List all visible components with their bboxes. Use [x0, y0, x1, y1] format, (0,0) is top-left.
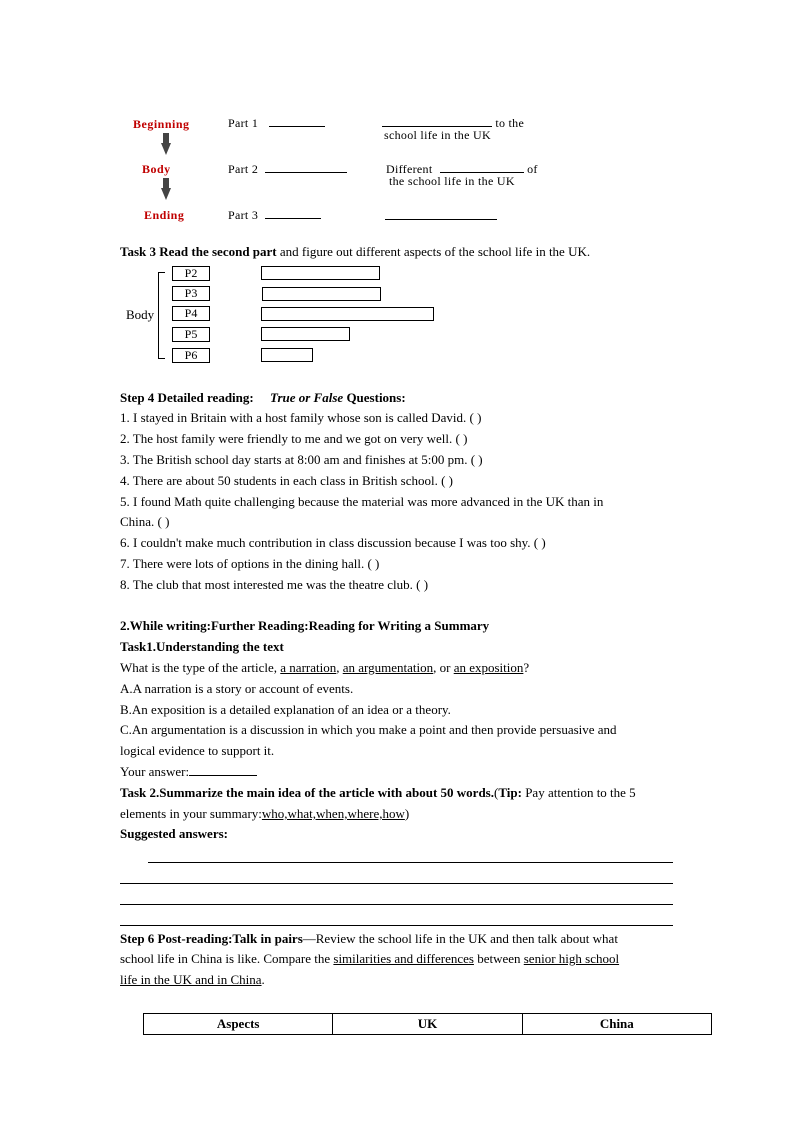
tf-question-2: 2. The host family were friendly to me and we got on very well. ( ) — [120, 431, 468, 446]
task3-bracket — [158, 272, 165, 359]
task3-body-label: Body — [126, 307, 155, 322]
option-exposition: an exposition — [453, 660, 524, 675]
article-type-question: What is the type of the article, a narration, an argumentation, or an exposition? — [120, 660, 530, 675]
part3-row — [228, 208, 321, 223]
definition-c: C.An argumentation is a discussion in which you make a point and then provide persuasive and — [120, 722, 617, 737]
ending-label: Ending — [144, 208, 185, 222]
part1-label: Part 1 — [228, 116, 259, 130]
summary-line-2[interactable] — [120, 883, 673, 884]
tf-question-7: 7. There were lots of options in the dining hall. ( ) — [120, 556, 380, 571]
col1-blank[interactable] — [382, 116, 492, 127]
task2-title: Task 2.Summarize the main idea of the article with about 50 words.(Tip: Pay attention to the 5 — [120, 785, 636, 800]
para-label-p2: P2 — [172, 266, 210, 281]
tf-question-8: 8. The club that most interested me was the theatre club. ( ) — [120, 577, 429, 592]
definition-b: B.An exposition is a detailed explanation of an idea or a theory. — [120, 702, 451, 717]
tf-question-5: 5. I found Math quite challenging because the material was more advanced in the UK than in — [120, 494, 604, 509]
task1-title: Task1.Understanding the text — [120, 639, 284, 654]
answer-box-p3[interactable] — [262, 287, 381, 301]
tf-question-6: 6. I couldn't make much contribution in class discussion because I was too shy. ( ) — [120, 535, 546, 550]
table-header-row — [144, 1014, 712, 1035]
header-aspects: Aspects — [144, 1014, 333, 1035]
step6-title: Step 6 Post-reading:Talk in pairs—Review the school life in the UK and then talk about what — [120, 931, 618, 946]
option-narration: a narration — [280, 660, 337, 675]
down-arrow-icon — [161, 133, 171, 155]
col3-line — [385, 208, 497, 224]
col3-blank[interactable] — [385, 209, 497, 220]
para-label-p3: P3 — [172, 286, 210, 301]
body-label: Body — [142, 162, 171, 176]
answer-box-p6[interactable] — [261, 348, 313, 362]
summary-line-4[interactable] — [120, 925, 673, 926]
para-label-p4: P4 — [172, 306, 210, 321]
col1-line2: school life in the UK — [384, 128, 491, 142]
answer-box-p4[interactable] — [261, 307, 434, 321]
comparison-table — [143, 1013, 712, 1035]
task3-title: Task 3 Read the second part and figure out different aspects of the school life in the UK. — [120, 244, 591, 259]
answer-box-p5[interactable] — [261, 327, 350, 341]
definition-c-cont: logical evidence to support it. — [120, 743, 275, 758]
summary-line-1[interactable] — [148, 862, 673, 863]
col1-line1: to the — [382, 116, 524, 131]
col2-blank[interactable] — [440, 162, 524, 173]
option-argumentation: an argumentation — [342, 660, 434, 675]
your-answer-row: Your answer: — [120, 764, 257, 780]
part2-blank[interactable] — [265, 162, 347, 173]
para-label-p6: P6 — [172, 348, 210, 363]
suggested-answers-label: Suggested answers: — [120, 826, 228, 841]
part3-blank[interactable] — [265, 208, 321, 219]
part3-label: Part 3 — [228, 208, 259, 222]
col2-line2: the school life in the UK — [389, 174, 515, 188]
step6-line2: school life in China is like. Compare the similarities and differences between senior high school — [120, 951, 620, 966]
part1-row — [228, 116, 325, 131]
definition-a: A.A narration is a story or account of events. — [120, 681, 354, 696]
answer-box-p2[interactable] — [261, 266, 380, 280]
para-label-p5: P5 — [172, 327, 210, 342]
part2-row — [228, 162, 347, 177]
part1-blank[interactable] — [269, 116, 325, 127]
writing-heading: 2.While writing:Further Reading:Reading for Writing a Summary — [120, 618, 490, 633]
down-arrow-icon — [161, 178, 171, 200]
col2-line1: Different of — [386, 162, 538, 176]
task2-title-cont: elements in your summary:who,what,when,where,how) — [120, 806, 410, 821]
tf-question-5-cont: China. ( ) — [120, 514, 170, 529]
header-uk: UK — [333, 1014, 522, 1035]
tf-question-1: 1. I stayed in Britain with a host family whose son is called David. ( ) — [120, 410, 482, 425]
header-china: China — [522, 1014, 711, 1035]
tf-question-4: 4. There are about 50 students in each class in British school. ( ) — [120, 473, 453, 488]
step6-line3: life in the UK and in China. — [120, 972, 265, 987]
tf-question-3: 3. The British school day starts at 8:00 am and finishes at 5:00 pm. ( ) — [120, 452, 483, 467]
step4-title: Step 4 Detailed reading: True or False Questions: — [120, 390, 406, 405]
beginning-label: Beginning — [133, 117, 190, 131]
part2-label: Part 2 — [228, 162, 259, 176]
summary-line-3[interactable] — [120, 904, 673, 905]
your-answer-blank[interactable] — [189, 765, 257, 776]
